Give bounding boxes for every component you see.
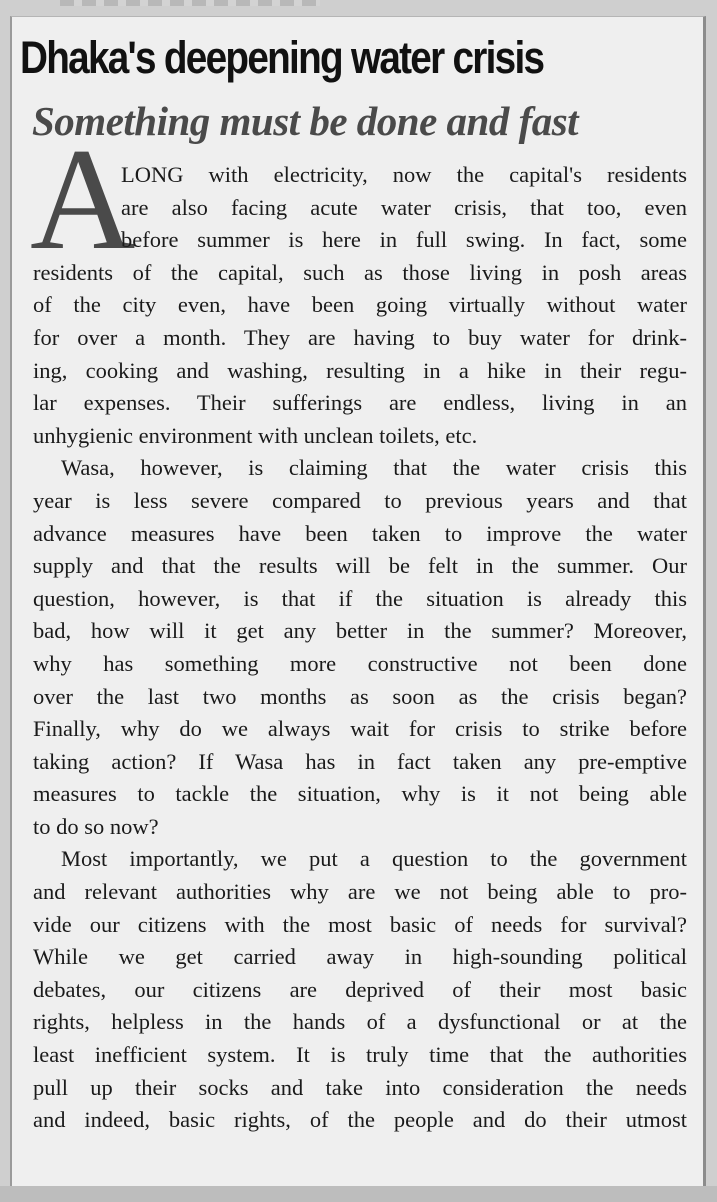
body-line: Most importantly, we put a question to the government bbox=[61, 846, 687, 872]
body-line: vide our citizens with the most basic of needs for survival? bbox=[33, 911, 687, 937]
body-line: While we get carried away in high-sounding political bbox=[33, 944, 687, 970]
body-line: residents of the capital, such as those living in posh areas bbox=[33, 259, 687, 285]
body-line: question, however, is that if the situation is already this bbox=[33, 585, 687, 611]
article-headline: Dhaka's deepening water crisis bbox=[20, 32, 544, 83]
body-line: of the city even, have been going virtually without water bbox=[33, 292, 687, 318]
article-subheadline: Something must be done and fast bbox=[32, 98, 579, 144]
body-line: before summer is here in full swing. In fact, some bbox=[121, 227, 687, 253]
body-line: measures to tackle the situation, why is it not being able bbox=[33, 781, 687, 807]
body-line: unhygienic environment with unclean toilets, etc. bbox=[33, 422, 478, 448]
body-line: bad, how will it get any better in the summer? Moreover, bbox=[33, 618, 687, 644]
body-line: pull up their socks and take into consideration the needs bbox=[33, 1074, 687, 1100]
body-line: LONG with electricity, now the capital's residents bbox=[121, 162, 687, 187]
torn-top-edge bbox=[60, 0, 320, 6]
body-line: year is less severe compared to previous years and that bbox=[33, 487, 687, 513]
body-line: debates, our citizens are deprived of their most basic bbox=[33, 976, 687, 1002]
body-line: for over a month. They are having to buy water for drink- bbox=[33, 324, 687, 350]
bottom-edge-strip bbox=[0, 1186, 717, 1202]
body-line: ing, cooking and washing, resulting in a hike in their regu- bbox=[33, 357, 687, 383]
body-line: Wasa, however, is claiming that the water crisis this bbox=[61, 455, 687, 481]
body-line: lar expenses. Their sufferings are endless, living in an bbox=[33, 390, 687, 416]
drop-cap-letter: A bbox=[30, 118, 136, 280]
body-line: supply and that the results will be felt in the summer. Our bbox=[33, 553, 687, 579]
body-line: least inefficient system. It is truly time that the authorities bbox=[33, 1042, 687, 1068]
body-line: advance measures have been taken to improve the water bbox=[33, 520, 687, 546]
body-line: to do so now? bbox=[33, 813, 159, 839]
body-line: over the last two months as soon as the crisis began? bbox=[33, 683, 687, 709]
body-line: and indeed, basic rights, of the people and do their utmost bbox=[33, 1107, 687, 1133]
body-line: why has something more constructive not been done bbox=[33, 650, 687, 676]
body-line: and relevant authorities why are we not being able to pro- bbox=[33, 879, 687, 905]
body-line: are also facing acute water crisis, that too, even bbox=[121, 194, 687, 220]
body-line: rights, helpless in the hands of a dysfunctional or at the bbox=[33, 1009, 687, 1035]
body-line: taking action? If Wasa has in fact taken any pre-emptive bbox=[33, 748, 687, 774]
body-line: Finally, why do we always wait for crisis to strike before bbox=[33, 716, 687, 742]
article-body bbox=[33, 159, 687, 1137]
